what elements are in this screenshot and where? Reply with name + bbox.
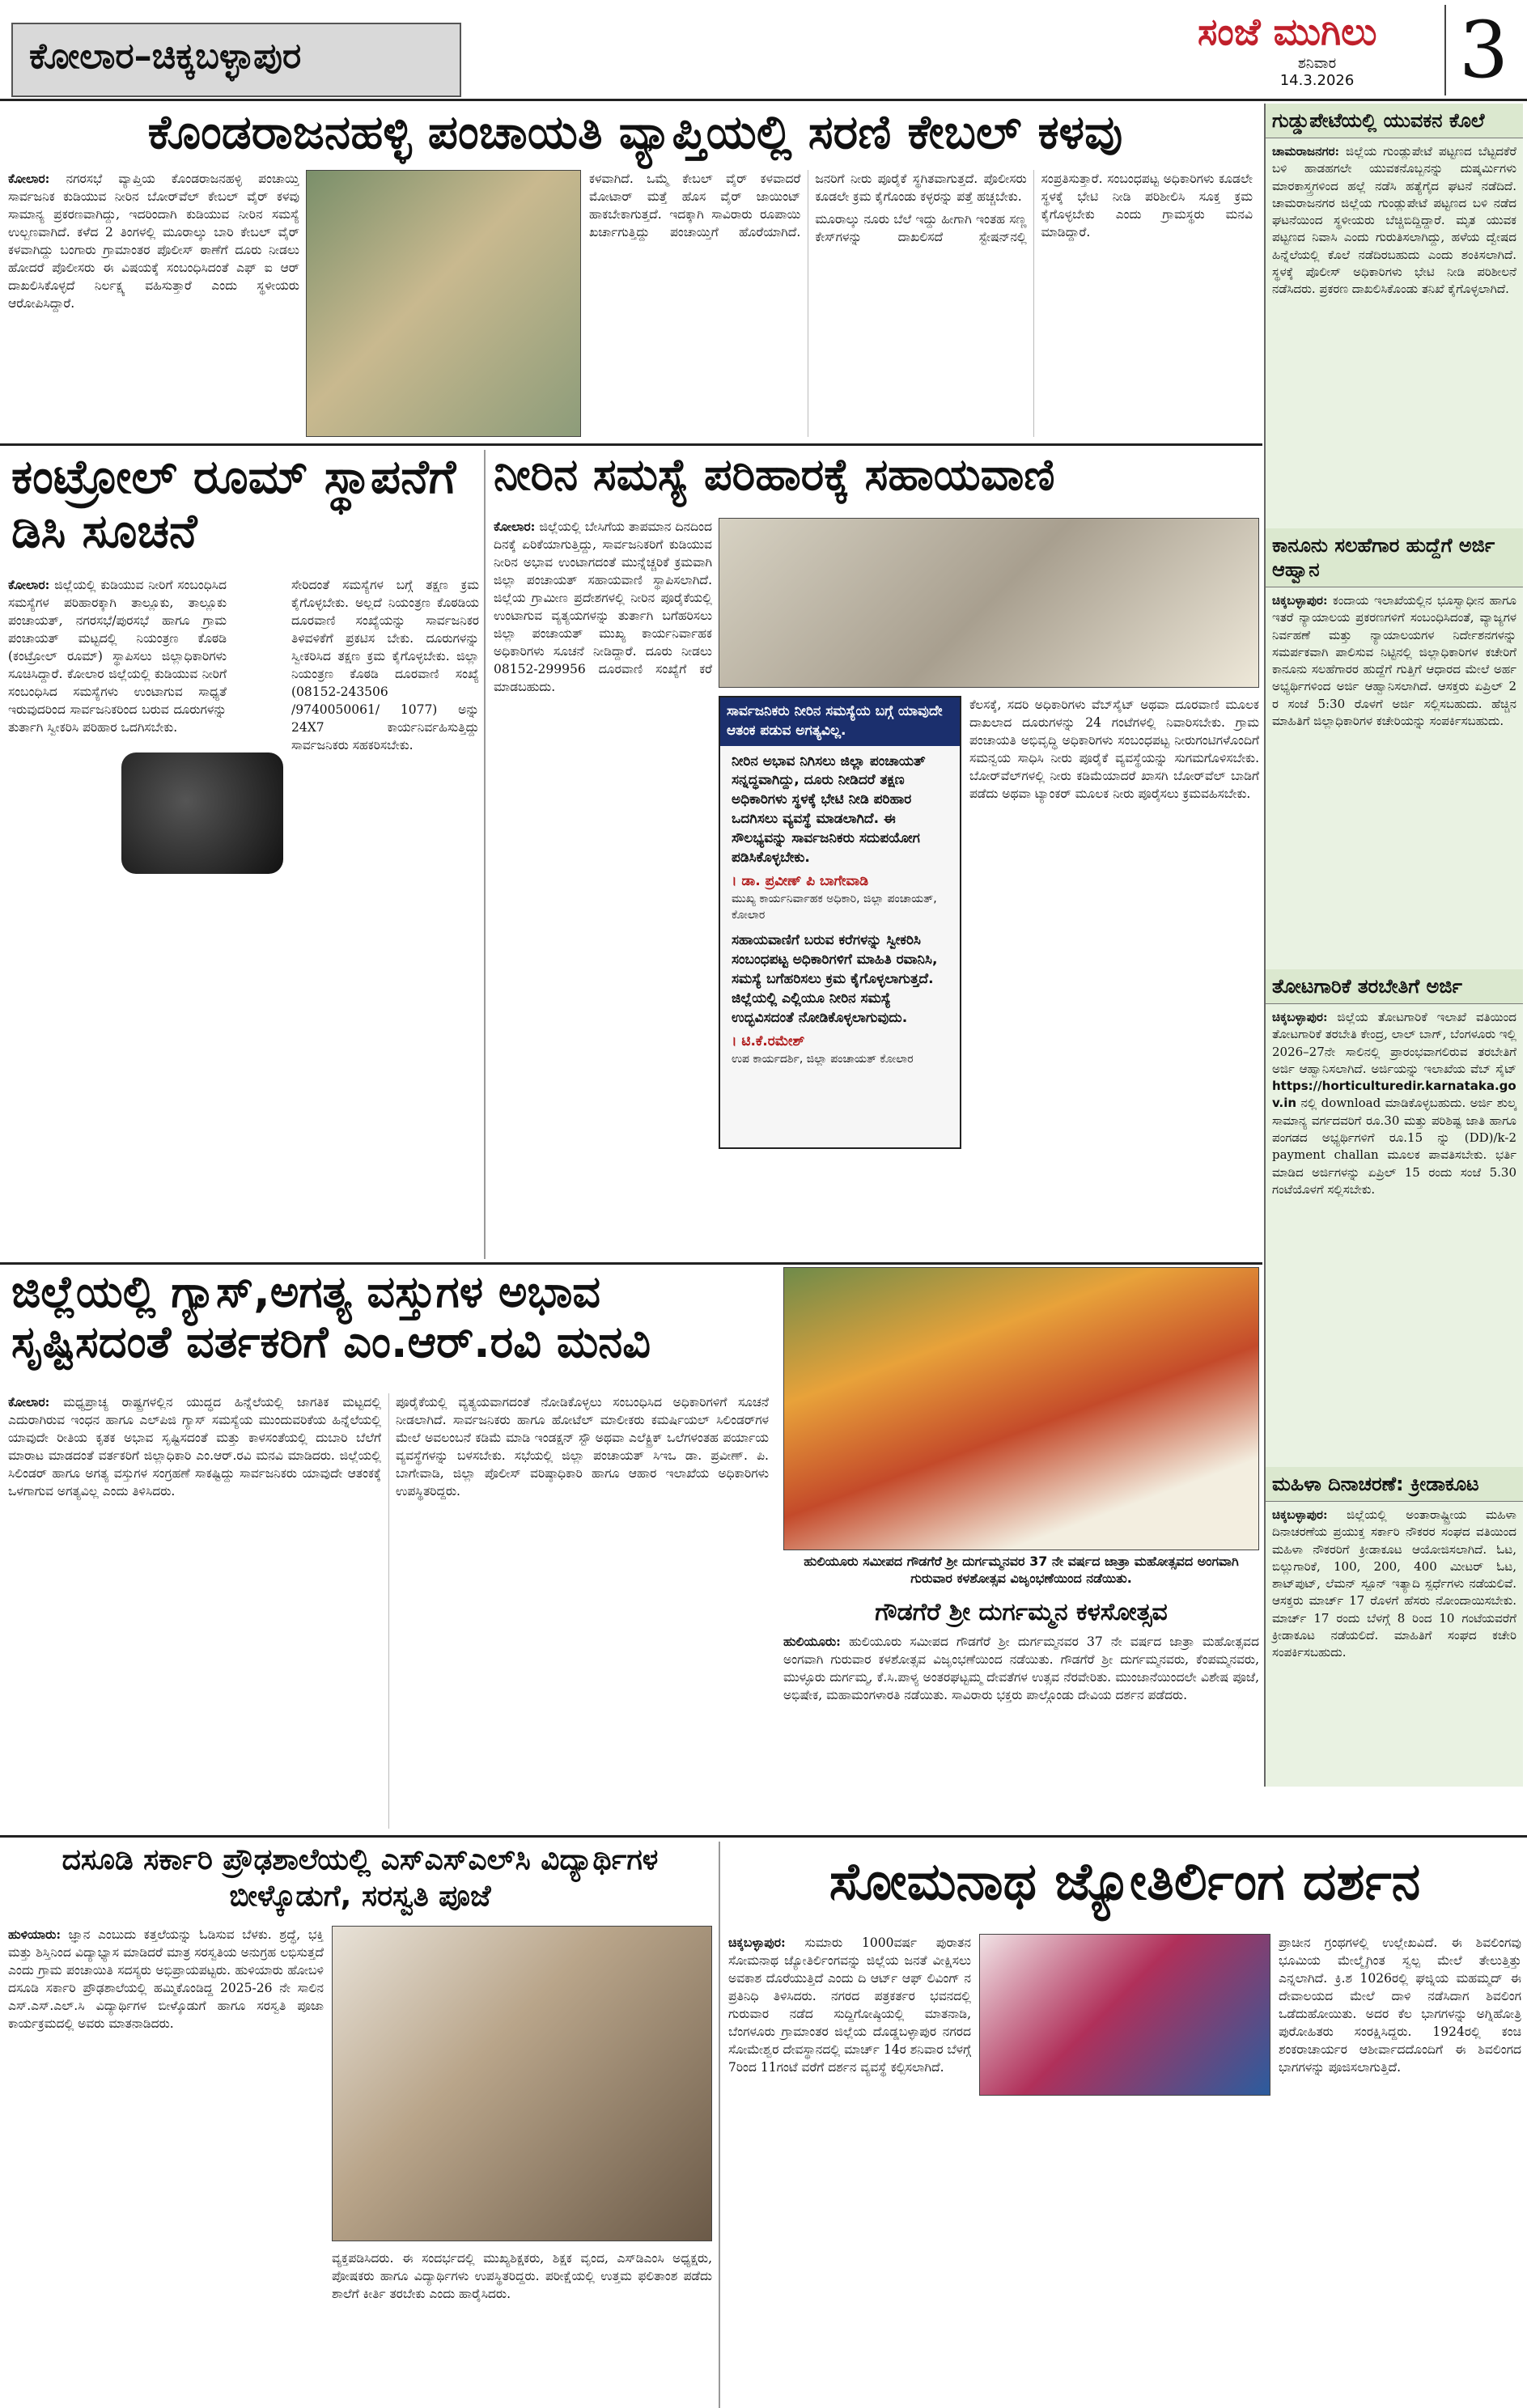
paper-logo xyxy=(1198,10,1436,87)
story3-meeting-photo xyxy=(719,518,1259,688)
rule-row3 xyxy=(0,1835,1527,1838)
quote-author: । ಡಾ. ಪ್ರವೀಣ್ ಪಿ ಬಾಗೇವಾಡಿ xyxy=(732,873,869,890)
divider-vert xyxy=(484,450,486,1259)
story2-headline: ಕಂಟ್ರೋಲ್ ರೂಮ್ ಸ್ಥಾಪನೆಗೆ ಡಿಸಿ ಸೂಚನೆ xyxy=(11,450,456,558)
sidebar-s3-head: ತೋಟಗಾರಿಕೆ ತರಬೇತಿಗೆ ಅರ್ಜಿ xyxy=(1266,969,1523,1004)
story5-festival-photo xyxy=(783,1267,1259,1550)
rule-row1 xyxy=(0,443,1262,446)
story4-text2: ಪೂರೈಕೆಯಲ್ಲಿ ವ್ಯತ್ಯಯವಾಗದಂತೆ ನೋಡಿಕೊಳ್ಳಲು ಸಂಬಂಧಿಸಿದ ಅಧಿಕಾರಿಗಳಿಗೆ ಸೂಚನೆ ನೀಡಲಾಗಿದೆ. ಸಾರ್ವಜನಿಕರು ಹಾಗೂ ಹೋಟೆಲ್ ಮಾಲೀಕರು ಕಮರ್ಷಿಯಲ್ ಸಿಲಿಂಡರ್‌ಗಳ ಮೇಲೆ ಅವಲಂಬನೆ ಕಡಿಮೆ ಮಾಡಿ ಇಂಡಕ್ಷನ್ ಸ್ಟೌ ಅಥವಾ ಎಲೆಕ್ಟ್ರಿಕ್ ಒಲೆಗಳಂತಹ ಪರ್ಯಾಯ ವ್ಯವಸ್ಥೆಗಳನ್ನು ಬಳಸಬೇಕು. ಸಭೆಯಲ್ಲಿ ಜಿಲ್ಲಾ ಪಂಚಾಯತ್ ಸಿಇಒ ಡಾ. ಪ್ರವೀಣ್. ಪಿ. ಬಾಗೇವಾಡಿ, ಜಿಲ್ಲಾ ಪೊಲೀಸ್ ವರಿಷ್ಠಾಧಿಕಾರಿ ಹಾಗೂ ಆಹಾರ ಇಲಾಖೆಯ ಅಧಿಕಾರಿಗಳು ಉಪಸ್ಥಿತರಿದ್ದರು. xyxy=(396,1395,769,1499)
story1-col1 xyxy=(8,170,299,437)
story6-headline: ದಸೂಡಿ ಸರ್ಕಾರಿ ಪ್ರೌಢಶಾಲೆಯಲ್ಲಿ ಎಸ್‌ಎಸ್‌ಎಲ್‌ಸಿ ವಿದ್ಯಾರ್ಥಿಗಳ ಬೀಳ್ಕೊಡುಗೆ, ಸರಸ್ವತಿ ಪೂಜೆ xyxy=(62,1843,659,1913)
story1-text2: ಕಳವಾಗಿದೆ. ಒಮ್ಮೆ ಕೇಬಲ್ ವೈರ್ ಕಳವಾದರೆ ಮೋಟಾರ್ ಮತ್ತೆ ಹೊಸ ವೈರ್ ಜಾಯಿಂಟ್ ಹಾಕಬೇಕಾಗುತ್ತದೆ. ಇದಕ್ಕಾಗಿ ಸಾವಿರಾರು ರೂಪಾಯಿ ಖರ್ಚಾಗುತ್ತಿದ್ದು ಪಂಚಾಯ್ತಿಗೆ ಹೊರೆಯಾಗಿದೆ. ಜನರಿಗೆ ನೀರು ಪೂರೈಕೆ ಸ್ಥಗಿತವಾಗುತ್ತದೆ. ಪೊಲೀಸರು ಕೂಡಲೇ ಕ್ರಮ ಕೈಗೊಂಡು ಕಳ್ಳರನ್ನು ಪತ್ತೆ ಹಚ್ಚಬೇಕು. xyxy=(589,172,1027,240)
sidebar-s4-dateline: ಚಿಕ್ಕಬಳ್ಳಾಪುರ: xyxy=(1272,1507,1328,1522)
sidebar-s1-body xyxy=(1266,138,1523,528)
story6-text1: ಜ್ಞಾನ ಎಂಬುದು ಕತ್ತಲೆಯನ್ನು ಓಡಿಸುವ ಬೆಳಕು. ಶ್ರದ್ಧೆ, ಭಕ್ತಿ ಮತ್ತು ಶಿಸ್ತಿನಿಂದ ವಿದ್ಯಾಭ್ಯಾಸ ಮಾಡಿದರೆ ಮಾತ್ರ ಸರಸ್ವತಿಯ ಅನುಗ್ರಹ ಲಭಿಸುತ್ತದೆ ಎಂದು ಗ್ರಾಮ ಪಂಚಾಯಿತಿ ಸದಸ್ಯರು ಅಭಿಪ್ರಾಯಪಟ್ಟರು. ಹುಳಿಯಾರು ಹೋಬಳಿ ದಸೂಡಿ ಸರ್ಕಾರಿ ಪ್ರೌಢಶಾಲೆಯಲ್ಲಿ ಹಮ್ಮಿಕೊಂಡಿದ್ದ 2025-26 ನೇ ಸಾಲಿನ ಎಸ್.ಎಸ್.ಎಲ್.ಸಿ ವಿದ್ಯಾರ್ಥಿಗಳ ಬೀಳ್ಕೊಡುಗೆ ಹಾಗೂ ಸರಸ್ವತಿ ಪೂಜಾ ಕಾರ್ಯಕ್ರಮದಲ್ಲಿ ಅವರು ಮಾತನಾಡಿದರು. xyxy=(8,1927,324,2031)
divider-vert2 xyxy=(719,1842,720,2408)
section-tag xyxy=(11,23,461,97)
paper-name: ಸಂಜೆ ಮುಗಿಲು xyxy=(1198,10,1377,53)
sidebar-s3-dateline: ಚಿಕ್ಕಬಳ್ಳಾಪುರ: xyxy=(1272,1010,1328,1024)
story5-dateline: ಹುಲಿಯೂರು: xyxy=(783,1634,841,1649)
story6-photo xyxy=(332,1926,712,2241)
sidebar-s3-body xyxy=(1266,1004,1523,1467)
story5-headline: ಗೌಡಗೆರೆ ಶ್ರೀ ದುರ್ಗಮ್ಮನ ಕಳಸೋತ್ಸವ xyxy=(875,1598,1168,1626)
story7-headline: ಸೋಮನಾಥ ಜ್ಯೋತಿರ್ಲಿಂಗ ದರ್ಶನ xyxy=(829,1853,1421,1912)
rule-row2 xyxy=(0,1262,1262,1265)
sidebar-s2-dateline: ಚಿಕ್ಕಬಳ್ಳಾಪುರ: xyxy=(1272,593,1328,608)
quote-body2: ಸಹಾಯವಾಣಿಗೆ ಬರುವ ಕರೆಗಳನ್ನು ಸ್ವೀಕರಿಸಿ ಸಂಬಂಧಪಟ್ಟ ಅಧಿಕಾರಿಗಳಿಗೆ ಮಾಹಿತಿ ರವಾನಿಸಿ, ಸಮಸ್ಯೆ ಬಗೆಹರಿಸಲು ಕ್ರಮ ಕೈಗೊಳ್ಳಲಾಗುತ್ತದೆ. ಜಿಲ್ಲೆಯಲ್ಲಿ ಎಲ್ಲಿಯೂ ನೀರಿನ ಸಮಸ್ಯೆ ಉದ್ಭವಿಸದಂತೆ ನೋಡಿಕೊಳ್ಳಲಾಗುವುದು. xyxy=(732,932,938,1026)
story5-text: ಹುಲಿಯೂರು ಸಮೀಪದ ಗೌಡಗೆರೆ ಶ್ರೀ ದುರ್ಗಮ್ಮನವರ 37 ನೇ ವರ್ಷದ ಜಾತ್ರಾ ಮಹೋತ್ಸವದ ಅಂಗವಾಗಿ ಗುರುವಾರ ಕಳಶೋತ್ಸವ ವಿಜೃಂಭಣೆಯಿಂದ ನಡೆಯಿತು. ಗೌಡಗೆರೆ ಶ್ರೀ ದುರ್ಗಮ್ಮನವರು, ಕೆಂಪಮ್ಮನವರು, ಮುಳ್ಳೂರು ದುರ್ಗಮ್ಮ, ಕೆ.ಸಿ.ಪಾಳ್ಯ ಅಂತರಘಟ್ಟಮ್ಮ ದೇವತೆಗಳ ಉತ್ಸವ ನೆರವೇರಿತು. ಮುಂಜಾನೆಯಿಂದಲೇ ವಿಶೇಷ ಪೂಜೆ, ಅಭಿಷೇಕ, ಮಹಾಮಂಗಳಾರತಿ ನಡೆಯಿತು. ಸಾವಿರಾರು ಭಕ್ತರು ಪಾಲ್ಗೊಂಡು ದೇವಿಯ ದರ್ಶನ ಪಡೆದರು. xyxy=(783,1634,1259,1702)
story4-headline: ಜಿಲ್ಲೆಯಲ್ಲಿ ಗ್ಯಾಸ್,ಅಗತ್ಯ ವಸ್ತುಗಳ ಅಭಾವ ಸೃಷ್ಟಿಸದಂತೆ ವರ್ತಕರಿಗೆ ಎಂ.ಆರ್.ರವಿ ಮನವಿ xyxy=(11,1267,651,1368)
story4-body xyxy=(8,1393,769,1829)
story3-text2: ಕೆಲಸಕ್ಕೆ, ಸದರಿ ಅಧಿಕಾರಿಗಳು ವೆಬ್‌ಸೈಟ್ ಅಥವಾ ದೂರವಾಣಿ ಮೂಲಕ ದಾಖಲಾದ ದೂರುಗಳನ್ನು 24 ಗಂಟೆಗಳಲ್ಲಿ ನಿವಾರಿಸಬೇಕು. ಗ್ರಾಮ ಪಂಚಾಯತಿ ಅಭಿವೃದ್ಧಿ ಅಧಿಕಾರಿಗಳು ಸಂಬಂಧಪಟ್ಟ ನೀರುಗಂಟಿಗಳೊಂದಿಗೆ ಸಮನ್ವಯ ಸಾಧಿಸಿ ನೀರು ಪೂರೈಕೆ ವ್ಯವಸ್ಥೆಯನ್ನು ಸುಗಮಗೊಳಿಸಬೇಕು. ಬೋರ್‌ವೆಲ್‌ಗಳಲ್ಲಿ ನೀರು ಕಡಿಮೆಯಾದರೆ ಖಾಸಗಿ ಬೋರ್‌ವೆಲ್ ಬಾಡಿಗೆ ಪಡೆದು ಅಥವಾ ಟ್ಯಾಂಕರ್ ಮೂಲಕ ನೀರು ಪೂರೈಸಲು ಕ್ರಮವಹಿಸಬೇಕು. xyxy=(969,697,1259,801)
story6-col2 xyxy=(332,2249,712,2403)
story1-text1: ನಗರಸಭೆ ವ್ಯಾಪ್ತಿಯ ಕೊಂಡರಾಜನಹಳ್ಳಿ ಪಂಚಾಯ್ತಿ ಸಾರ್ವಜನಿಕ ಕುಡಿಯುವ ನೀರಿನ ಬೋರ್‌ವೆಲ್ ಕೇಬಲ್ ವೈರ್ ಕಳವು ಸಾಮಾನ್ಯ ಪ್ರಕರಣವಾಗಿದ್ದು, ಇದರಿಂದಾಗಿ ಕುಡಿಯುವ ನೀರಿನ ಸಮಸ್ಯೆ ಉಲ್ಬಣವಾಗಿದೆ. ಕಳೆದ 2 ತಿಂಗಳಲ್ಲಿ ಮೂರಾಲ್ಕು ಬಾರಿ ಕೇಬಲ್ ವೈರ್ ಕಳವಾಗಿದ್ದು ಬಂಗಾರು ಗ್ರಾಮಾಂತರ ಪೊಲೀಸ್ ಠಾಣೆಗೆ ದೂರು ನೀಡಲು ಹೋದರೆ ಪೊಲೀಸರು ಈ ವಿಷಯಕ್ಕೆ ಸಂಬಂಧಿಸಿದಂತೆ ಎಫ್ ಐ ಆರ್ ದಾಖಲಿಸಿಕೊಳ್ಳದೆ ನಿರ್ಲಕ್ಷ್ಯ ವಹಿಸುತ್ತಾರೆ ಎಂದು ಸ್ಥಳೀಯರು ಆರೋಪಿಸಿದ್ದಾರೆ. xyxy=(8,172,299,311)
sidebar-s4-head: ಮಹಿಳಾ ದಿನಾಚರಣೆ: ಕ್ರೀಡಾಕೂಟ xyxy=(1266,1467,1523,1502)
story3-col2 xyxy=(969,696,1259,1256)
sidebar-s2-head: ಕಾನೂನು ಸಲಹೆಗಾರ ಹುದ್ದೆಗೆ ಅರ್ಜಿ ಆಹ್ವಾನ xyxy=(1266,528,1523,587)
story5-body xyxy=(783,1633,1259,1829)
sidebar-s4-text: ಜಿಲ್ಲೆಯಲ್ಲಿ ಅಂತಾರಾಷ್ಟ್ರೀಯ ಮಹಿಳಾ ದಿನಾಚರಣೆಯ ಪ್ರಯುಕ್ತ ಸರ್ಕಾರಿ ನೌಕರರ ಸಂಘದ ವತಿಯಿಂದ ಮಹಿಳಾ ನೌಕರರಿಗೆ ಕ್ರೀಡಾಕೂಟ ಆಯೋಜಿಸಲಾಗಿದೆ. ಓಟ, ಬಿಲ್ಲುಗಾರಿಕೆ, 100, 200, 400 ಮೀಟರ್ ಓಟ, ಶಾಟ್‌ಪುಟ್, ಲೆಮನ್ ಸ್ಪೂನ್ ಇತ್ಯಾದಿ ಸ್ಪರ್ಧೆಗಳು ನಡೆಯಲಿವೆ. ಆಸಕ್ತರು ಮಾರ್ಚ್ 17 ರೊಳಗೆ ಹೆಸರು ನೋಂದಾಯಿಸಬೇಕು. ಮಾರ್ಚ್ 17 ರಂದು ಬೆಳಗ್ಗೆ 8 ರಿಂದ 10 ಗಂಟೆಯವರೆಗೆ ಕ್ರೀಡಾಕೂಟ ನಡೆಯಲಿದೆ. ಮಾಹಿತಿಗೆ ಸಂಘದ ಕಚೇರಿ ಸಂಪರ್ಕಿಸಬಹುದು. xyxy=(1272,1507,1516,1660)
sidebar-s1-text: ಜಿಲ್ಲೆಯ ಗುಂಡ್ಲುಪೇಟೆ ಪಟ್ಟಣದ ಬೆಟ್ಟದಕೆರೆ ಬಳಿ ಹಾಡಹಗಲೇ ಯುವಕನೊಬ್ಬನನ್ನು ದುಷ್ಕರ್ಮಿಗಳು ಮಾರಕಾಸ್ತ್ರಗಳಿಂದ ಹಲ್ಲೆ ನಡೆಸಿ ಹತ್ಯೆಗೈದ ಘಟನೆ ನಡೆದಿದೆ. ಚಾಮರಾಜನಗರ ಜಿಲ್ಲೆಯ ಗುಂಡ್ಲುಪೇಟೆ ಪಟ್ಟಣದ ಬಳಿ ನಡೆದ ಘಟನೆಯಿಂದ ಸ್ಥಳೀಯರು ಬೆಚ್ಚಿಬಿದ್ದಿದ್ದಾರೆ. ಮೃತ ಯುವಕ ಪಟ್ಟಣದ ನಿವಾಸಿ ಎಂದು ಗುರುತಿಸಲಾಗಿದ್ದು, ಹಳೆಯ ದ್ವೇಷದ ಹಿನ್ನೆಲೆಯಲ್ಲಿ ಕೊಲೆ ನಡೆದಿರಬಹುದು ಎಂದು ಶಂಕಿಸಲಾಗಿದೆ. ಸ್ಥಳಕ್ಕೆ ಪೊಲೀಸ್ ಅಧಿಕಾರಿಗಳು ಭೇಟಿ ನೀಡಿ ಪರಿಶೀಲನೆ ನಡೆಸಿದರು. ಪ್ರಕರಣ ದಾಖಲಿಸಿಕೊಂಡು ತನಿಖೆ ಕೈಗೊಳ್ಳಲಾಗಿದೆ. xyxy=(1272,144,1516,297)
issue-date: 14.3.2026 xyxy=(1279,72,1355,87)
story7-dateline: ಚಿಕ್ಕಬಳ್ಳಾಪುರ: xyxy=(728,1935,786,1950)
story1-dateline: ಕೋಲಾರ: xyxy=(8,171,50,186)
quote-heading: ಸಾರ್ವಜನಿಕರು ನೀರಿನ ಸಮಸ್ಯೆಯ ಬಗ್ಗೆ ಯಾವುದೇ ಆತಂಕ ಪಡುವ ಅಗತ್ಯವಿಲ್ಲ. xyxy=(720,697,960,746)
story7-col1 xyxy=(728,1934,971,2403)
sidebar-s4-body xyxy=(1266,1502,1523,1787)
story3-col1 xyxy=(494,518,712,1256)
story2-text2: ಸೇರಿದಂತೆ ಸಮಸ್ಯೆಗಳ ಬಗ್ಗೆ ತಕ್ಷಣ ಕ್ರಮ ಕೈಗೊಳ್ಳಬೇಕು. ಅಲ್ಲದೆ ನಿಯಂತ್ರಣ ಕೊಠಡಿಯ ದೂರವಾಣಿ ಸಂಖ್ಯೆಯನ್ನು ಸಾರ್ವಜನಿಕರ ತಿಳಿವಳಿಕೆಗೆ ಪ್ರಕಟಿಸ ಬೇಕು. ದೂರುಗಳನ್ನು ಸ್ವೀಕರಿಸಿದ ತಕ್ಷಣ ಕ್ರಮ ಕೈಗೊಳ್ಳಬೇಕು. ಜಿಲ್ಲಾ ನಿಯಂತ್ರಣ ಕೊಠಡಿ ದೂರವಾಣಿ ಸಂಖ್ಯೆ (08152-243506 /9740050061/ 1077) ಅನ್ನು 24X7 ಕಾರ್ಯನಿರ್ವಹಿಸುತ್ತಿದ್ದು ಸಾರ್ವಜನಿಕರು ಸಹಕರಿಸಬೇಕು. xyxy=(291,578,479,752)
sidebar-s1-head: ಗುಡ್ಡುಪೇಟೆಯಲ್ಲಿ ಯುವಕನ ಕೊಲೆ xyxy=(1266,104,1523,138)
story7-text2: ಪ್ರಾಚೀನ ಗ್ರಂಥಗಳಲ್ಲಿ ಉಲ್ಲೇಖವಿದೆ. ಈ ಶಿವಲಿಂಗವು ಭೂಮಿಯ ಮೇಲ್ಮೈಗಿಂತ ಸ್ವಲ್ಪ ಮೇಲೆ ತೇಲುತ್ತಿತ್ತು ಎನ್ನಲಾಗಿದೆ. ಕ್ರಿ.ಶ 1026ರಲ್ಲಿ ಘಜ್ನಿಯ ಮಹಮ್ಮದ್ ಈ ದೇವಾಲಯದ ಮೇಲೆ ದಾಳಿ ನಡೆಸಿದಾಗ ಶಿವಲಿಂಗ ಒಡೆದುಹೋಯಿತು. ಅದರ ಕೆಲ ಭಾಗಗಳನ್ನು ಅಗ್ನಿಹೋತ್ರಿ ಪುರೋಹಿತರು ಸಂರಕ್ಷಿಸಿದ್ದರು. 1924ರಲ್ಲಿ ಕಂಚಿ ಶಂಕರಾಚಾರ್ಯರ ಆಶೀರ್ವಾದದೊಂದಿಗೆ ಈ ಶಿವಲಿಂಗದ ಭಾಗಗಳನ್ನು ಪೂಜಿಸಲಾಗುತ್ತಿದೆ. xyxy=(1279,1935,1521,2075)
story2-text1: ಜಿಲ್ಲೆಯಲ್ಲಿ ಕುಡಿಯುವ ನೀರಿಗೆ ಸಂಬಂಧಿಸಿದ ಸಮಸ್ಯೆಗಳ ಪರಿಹಾರಕ್ಕಾಗಿ ತಾಲ್ಲೂಕು, ತಾಲ್ಲೂಕು ಪಂಚಾಯತ್, ನಗರಸಭೆ/ಪುರಸಭೆ ಹಾಗೂ ಗ್ರಾಮ ಪಂಚಾಯತ್ ಮಟ್ಟದಲ್ಲಿ ನಿಯಂತ್ರಣ ಕೊಠಡಿ (ಕಂಟ್ರೋಲ್ ರೂಮ್) ಸ್ಥಾಪಿಸಲು ಜಿಲ್ಲಾಧಿಕಾರಿಗಳು ಸೂಚಿಸಿದ್ದಾರೆ. ಕೋಲಾರ ಜಿಲ್ಲೆಯಲ್ಲಿ ಕುಡಿಯುವ ನೀರಿಗೆ ಸಂಬಂಧಿಸಿದ ಸಮಸ್ಯೆಗಳು ಉಂಟಾಗುವ ಸಾಧ್ಯತೆ ಇರುವುದರಿಂದ ಸಾರ್ವಜನಿಕರಿಂದ ಬರುವ ದೂರುಗಳನ್ನು ತುರ್ತಾಗಿ ಸ್ವೀಕರಿಸಿ ಪರಿಹಾರ ಒದಗಿಸಬೇಕು. xyxy=(8,578,227,735)
story6-text2: ವ್ಯಕ್ತಪಡಿಸಿದರು. ಈ ಸಂದರ್ಭದಲ್ಲಿ ಮುಖ್ಯಶಿಕ್ಷಕರು, ಶಿಕ್ಷಕ ವೃಂದ, ಎಸ್‌ಡಿಎಂಸಿ ಅಧ್ಯಕ್ಷರು, ಪೋಷಕರು ಹಾಗೂ ವಿದ್ಯಾರ್ಥಿಗಳು ಉಪಸ್ಥಿತರಿದ್ದರು. ಪರೀಕ್ಷೆಯಲ್ಲಿ ಉತ್ತಮ ಫಲಿತಾಂಶ ಪಡೆದು ಶಾಲೆಗೆ ಕೀರ್ತಿ ತರಬೇಕು ಎಂದು ಹಾರೈಸಿದರು. xyxy=(332,2251,712,2301)
quote-body: ನೀರಿನ ಅಭಾವ ನಿಗಿಸಲು ಜಿಲ್ಲಾ ಪಂಚಾಯತ್ ಸನ್ನದ್ಧವಾಗಿದ್ದು, ದೂರು ನೀಡಿದರೆ ತಕ್ಷಣ ಅಧಿಕಾರಿಗಳು ಸ್ಥಳಕ್ಕೆ ಭೇಟಿ ನೀಡಿ ಪರಿಹಾರ ಒದಗಿಸಲು ವ್ಯವಸ್ಥೆ ಮಾಡಲಾಗಿದೆ. ಈ ಸೌಲಭ್ಯವನ್ನು ಸಾರ್ವಜನಿಕರು ಸದುಪಯೋಗ ಪಡಿಸಿಕೊಳ್ಳಬೇಕು. xyxy=(732,752,926,866)
story1-text3: ಮೂರಾಲ್ಕು ನೂರು ಬೆಲೆ ಇದ್ದು ಹೀಗಾಗಿ ಇಂತಹ ಸಣ್ಣ ಕೇಸ್‌ಗಳನ್ನು ದಾಖಲಿಸದೆ ಸ್ಟೇಷನ್‌ನಲ್ಲಿ ಸಂಪ್ರತಿಸುತ್ತಾರೆ. ಸಂಬಂಧಪಟ್ಟ ಅಧಿಕಾರಿಗಳು ಕೂಡಲೇ ಸ್ಥಳಕ್ಕೆ ಭೇಟಿ ನೀಡಿ ಪರಿಶೀಲಿಸಿ ಸೂಕ್ತ ಕ್ರಮ ಕೈಗೊಳ್ಳಬೇಕು ಎಂದು ಗ್ರಾಮಸ್ಥರು ಮನವಿ ಮಾಡಿದ್ದಾರೆ. xyxy=(815,172,1253,244)
story3-text1: ಜಿಲ್ಲೆಯಲ್ಲಿ ಬೇಸಿಗೆಯ ತಾಪಮಾನ ದಿನದಿಂದ ದಿನಕ್ಕೆ ಏರಿಕೆಯಾಗುತ್ತಿದ್ದು, ಸಾರ್ವಜನಿಕರಿಗೆ ಕುಡಿಯುವ ನೀರಿನ ಅಭಾವ ಉಂಟಾಗದಂತೆ ಮುನ್ನೆಚ್ಚರಿಕೆ ಕ್ರಮವಾಗಿ ಜಿಲ್ಲಾ ಪಂಚಾಯತ್ ಸಹಾಯವಾಣಿ ಸ್ಥಾಪಿಸಲಾಗಿದೆ. ಜಿಲ್ಲೆಯ ಗ್ರಾಮೀಣ ಪ್ರದೇಶಗಳಲ್ಲಿ ನೀರಿನ ಪೂರೈಕೆಯಲ್ಲಿ ಉಂಟಾಗುವ ವ್ಯತ್ಯಯಗಳನ್ನು ತುರ್ತಾಗಿ ಬಗೆಹರಿಸಲು ಜಿಲ್ಲಾ ಪಂಚಾಯತ್ ಮುಖ್ಯ ಕಾರ್ಯನಿರ್ವಾಹಕ ಅಧಿಕಾರಿಗಳು ಸೂಚನೆ ನೀಡಿದ್ದಾರೆ. ದೂರು ನೀಡಲು 08152-299956 ದೂರವಾಣಿ ಸಂಖ್ಯೆಗೆ ಕರೆ ಮಾಡಬಹುದು. xyxy=(494,519,712,694)
story1-photo xyxy=(306,170,581,437)
sidebar xyxy=(1264,104,1523,1787)
telephone-photo xyxy=(121,752,283,874)
story7-col2 xyxy=(1279,1934,1521,2403)
quote-author2-role: ಉಪ ಕಾರ್ಯದರ್ಶಿ, ಜಿಲ್ಲಾ ಪಂಚಾಯತ್ ಕೋಲಾರ xyxy=(732,1053,914,1066)
story3-headline: ನೀರಿನ ಸಮಸ್ಯೆ ಪರಿಹಾರಕ್ಕೆ ಸಹಾಯವಾಣಿ xyxy=(494,450,1055,500)
story6-dateline: ಹುಳಿಯಾರು: xyxy=(8,1927,62,1942)
story3-dateline: ಕೋಲಾರ: xyxy=(494,519,536,534)
sidebar-s1-dateline: ಚಾಮರಾಜನಗರ: xyxy=(1272,144,1340,159)
story2-col2 xyxy=(291,576,479,1256)
story7-text1: ಸುಮಾರು 1000ವರ್ಷ ಪುರಾತನ ಸೋಮನಾಥ ಜ್ಯೋತಿರ್ಲಿಂಗವನ್ನು ಜಿಲ್ಲೆಯ ಜನತೆ ವೀಕ್ಷಿಸಲು ಅವಕಾಶ ದೊರೆಯುತ್ತಿದೆ ಎಂದು ದಿ ಆರ್ಟ್ ಆಫ್ ಲಿವಿಂಗ್ ನ ಪ್ರತಿನಿಧಿ ತಿಳಿಸಿದರು. ನಗರದ ಪತ್ರಕರ್ತರ ಭವನದಲ್ಲಿ ಗುರುವಾರ ನಡೆದ ಸುದ್ದಿಗೋಷ್ಠಿಯಲ್ಲಿ ಮಾತನಾಡಿ, ಬೆಂಗಳೂರು ಗ್ರಾಮಾಂತರ ಜಿಲ್ಲೆಯ ದೊಡ್ಡಬಳ್ಳಾಪುರ ನಗರದ ಸೋಮೇಶ್ವರ ದೇವಸ್ಥಾನದಲ್ಲಿ ಮಾರ್ಚ್ 14ರ ಶನಿವಾರ ಬೆಳಗ್ಗೆ 7ರಿಂದ 11ಗಂಟೆ ವರೆಗೆ ದರ್ಶನ ವ್ಯವಸ್ಥೆ ಕಲ್ಪಿಸಲಾಗಿದೆ. xyxy=(728,1935,971,2075)
story1-col2 xyxy=(589,170,1253,437)
story4-text1: ಮಧ್ಯಪ್ರಾಚ್ಯ ರಾಷ್ಟ್ರಗಳಲ್ಲಿನ ಯುದ್ಧದ ಹಿನ್ನೆಲೆಯಲ್ಲಿ ಜಾಗತಿಕ ಮಟ್ಟದಲ್ಲಿ ಎದುರಾಗಿರುವ ಇಂಧನ ಹಾಗೂ ಎಲ್‌ಪಿಜಿ ಗ್ಯಾಸ್ ಸಮಸ್ಯೆಯ ಮುಂದುವರಿಕೆಯ ಹಿನ್ನೆಲೆಯಲ್ಲಿ ಯಾವುದೇ ರೀತಿಯ ಕೃತಕ ಅಭಾವ ಸೃಷ್ಟಿಸದಂತೆ ಮತ್ತು ಕಾಳಸಂತೆಯಲ್ಲಿ ದುಬಾರಿ ಬೆಲೆಗೆ ಮಾರಾಟ ಮಾಡದಂತೆ ವರ್ತಕರಿಗೆ ಜಿಲ್ಲಾಧಿಕಾರಿ ಎಂ.ಆರ್.ರವಿ ಮನವಿ ಮಾಡಿದರು. ಜಿಲ್ಲೆಯಲ್ಲಿ ಸಿಲಿಂಡರ್ ಹಾಗೂ ಅಗತ್ಯ ವಸ್ತುಗಳ ಸಂಗ್ರಹಣೆ ಸಾಕಷ್ಟಿದ್ದು ಸಾರ್ವಜನಿಕರು ಯಾವುದೇ ಆತಂಕಕ್ಕೆ ಒಳಗಾಗುವ ಅಗತ್ಯವಿಲ್ಲ ಎಂದು ತಿಳಿಸಿದರು. xyxy=(8,1395,381,1499)
quote-box xyxy=(719,696,961,1149)
story5-caption: ಹುಲಿಯೂರು ಸಮೀಪದ ಗೌಡಗೆರೆ ಶ್ರೀ ದುರ್ಗಮ್ಮನವರ 37 ನೇ ವರ್ಷದ ಜಾತ್ರಾ ಮಹೋತ್ಸವದ ಅಂಗವಾಗಿ ಗುರುವಾರ ಕಳಶೋತ್ಸವ ವಿಜೃಂಭಣೆಯಿಂದ ನಡೆಯಿತು. xyxy=(804,1554,1239,1586)
story2-col1 xyxy=(8,576,227,1256)
masthead-rule xyxy=(0,99,1527,101)
quote-author-role: ಮುಖ್ಯ ಕಾರ್ಯನಿರ್ವಾಹಕ ಅಧಿಕಾರಿ, ಜಿಲ್ಲಾ ಪಂಚಾಯತ್, ಕೋಲಾರ xyxy=(732,892,937,922)
section-label: ಕೋಲಾರ–ಚಿಕ್ಕಬಳ್ಳಾಪುರ xyxy=(29,36,302,77)
sidebar-s3-link[interactable]: https://horticulturedir.karnataka.gov.in xyxy=(1272,1079,1516,1111)
issue-day: ಶನಿವಾರ xyxy=(1297,55,1337,72)
story4-dateline: ಕೋಲಾರ: xyxy=(8,1394,50,1410)
sidebar-s2-text: ಕಂದಾಯ ಇಲಾಖೆಯಲ್ಲಿನ ಭೂಸ್ವಾಧೀನ ಹಾಗೂ ಇತರೆ ನ್ಯಾಯಾಲಯ ಪ್ರಕರಣಗಳಿಗೆ ಸಂಬಂಧಿಸಿದಂತೆ, ವ್ಯಾಜ್ಯಗಳ ನಿರ್ವಹಣೆ ಮತ್ತು ನ್ಯಾಯಾಲಯಗಳ ನಿರ್ದೇಶನಗಳನ್ನು ಸಮರ್ಪಕವಾಗಿ ಪಾಲಿಸುವ ನಿಟ್ಟಿನಲ್ಲಿ ಜಿಲ್ಲಾಧಿಕಾರಿಗಳ ಕಚೇರಿಗೆ ಕಾನೂನು ಸಲಹೆಗಾರರ ಹುದ್ದೆಗೆ ಗುತ್ತಿಗೆ ಆಧಾರದ ಮೇಲೆ ಅರ್ಹ ಅಭ್ಯರ್ಥಿಗಳಿಂದ ಅರ್ಜಿ ಆಹ್ವಾನಿಸಲಾಗಿದೆ. ಆಸಕ್ತರು ಏಪ್ರಿಲ್ 2 ರ ಸಂಜೆ 5:30 ರೊಳಗೆ ಅರ್ಜಿ ಸಲ್ಲಿಸಬಹುದು. ಹೆಚ್ಚಿನ ಮಾಹಿತಿಗೆ ಜಿಲ್ಲಾಧಿಕಾರಿಗಳ ಕಚೇರಿಯನ್ನು ಸಂಪರ್ಕಿಸಬಹುದು. xyxy=(1272,593,1516,729)
sidebar-s3-text2: ನಲ್ಲಿ download ಮಾಡಿಕೊಳ್ಳಬಹುದು. ಅರ್ಜಿ ಶುಲ್ಕ ಸಾಮಾನ್ಯ ವರ್ಗದವರಿಗೆ ರೂ.30 ಮತ್ತು ಪರಿಶಿಷ್ಟ ಜಾತಿ ಹಾಗೂ ಪಂಗಡದ ಅಭ್ಯರ್ಥಿಗಳಿಗೆ ರೂ.15 ನ್ನು (DD)/k-2 payment challan ಮೂಲಕ ಪಾವತಿಸಬೇಕು. ಭರ್ತಿ ಮಾಡಿದ ಅರ್ಜಿಗಳನ್ನು ಏಪ್ರಿಲ್ 15 ರಂದು ಸಂಜೆ 5.30 ಗಂಟೆಯೊಳಗೆ ಸಲ್ಲಿಸಬೇಕು. xyxy=(1272,1096,1516,1197)
page-number: 3 xyxy=(1444,5,1521,95)
story2-dateline: ಕೋಲಾರ: xyxy=(8,577,50,592)
sidebar-s3-text: ಜಿಲ್ಲೆಯ ತೋಟಗಾರಿಕೆ ಇಲಾಖೆ ವತಿಯಿಂದ ತೋಟಗಾರಿಕೆ ತರಬೇತಿ ಕೇಂದ್ರ, ಲಾಲ್ ಬಾಗ್, ಬೆಂಗಳೂರು ಇಲ್ಲಿ 2026–27ನೇ ಸಾಲಿನಲ್ಲಿ ಪ್ರಾರಂಭವಾಗಲಿರುವ ತರಬೇತಿಗೆ ಅರ್ಜಿ ಆಹ್ವಾನಿಸಲಾಗಿದೆ. ಅರ್ಜಿಯನ್ನು ಇಲಾಖೆಯ ವೆಬ್ ಸೈಟ್ xyxy=(1272,1010,1516,1076)
story6-col1 xyxy=(8,1926,324,2403)
story1-headline: ಕೊಂಡರಾಜನಹಳ್ಳಿ ಪಂಚಾಯತಿ ವ್ಯಾಪ್ತಿಯಲ್ಲಿ ಸರಣಿ ಕೇಬಲ್ ಕಳವು xyxy=(147,105,1123,159)
sidebar-s2-body xyxy=(1266,587,1523,969)
quote-author2: । ಟಿ.ಕೆ.ರಮೇಶ್ xyxy=(732,1033,805,1050)
story7-photo xyxy=(979,1934,1270,2096)
